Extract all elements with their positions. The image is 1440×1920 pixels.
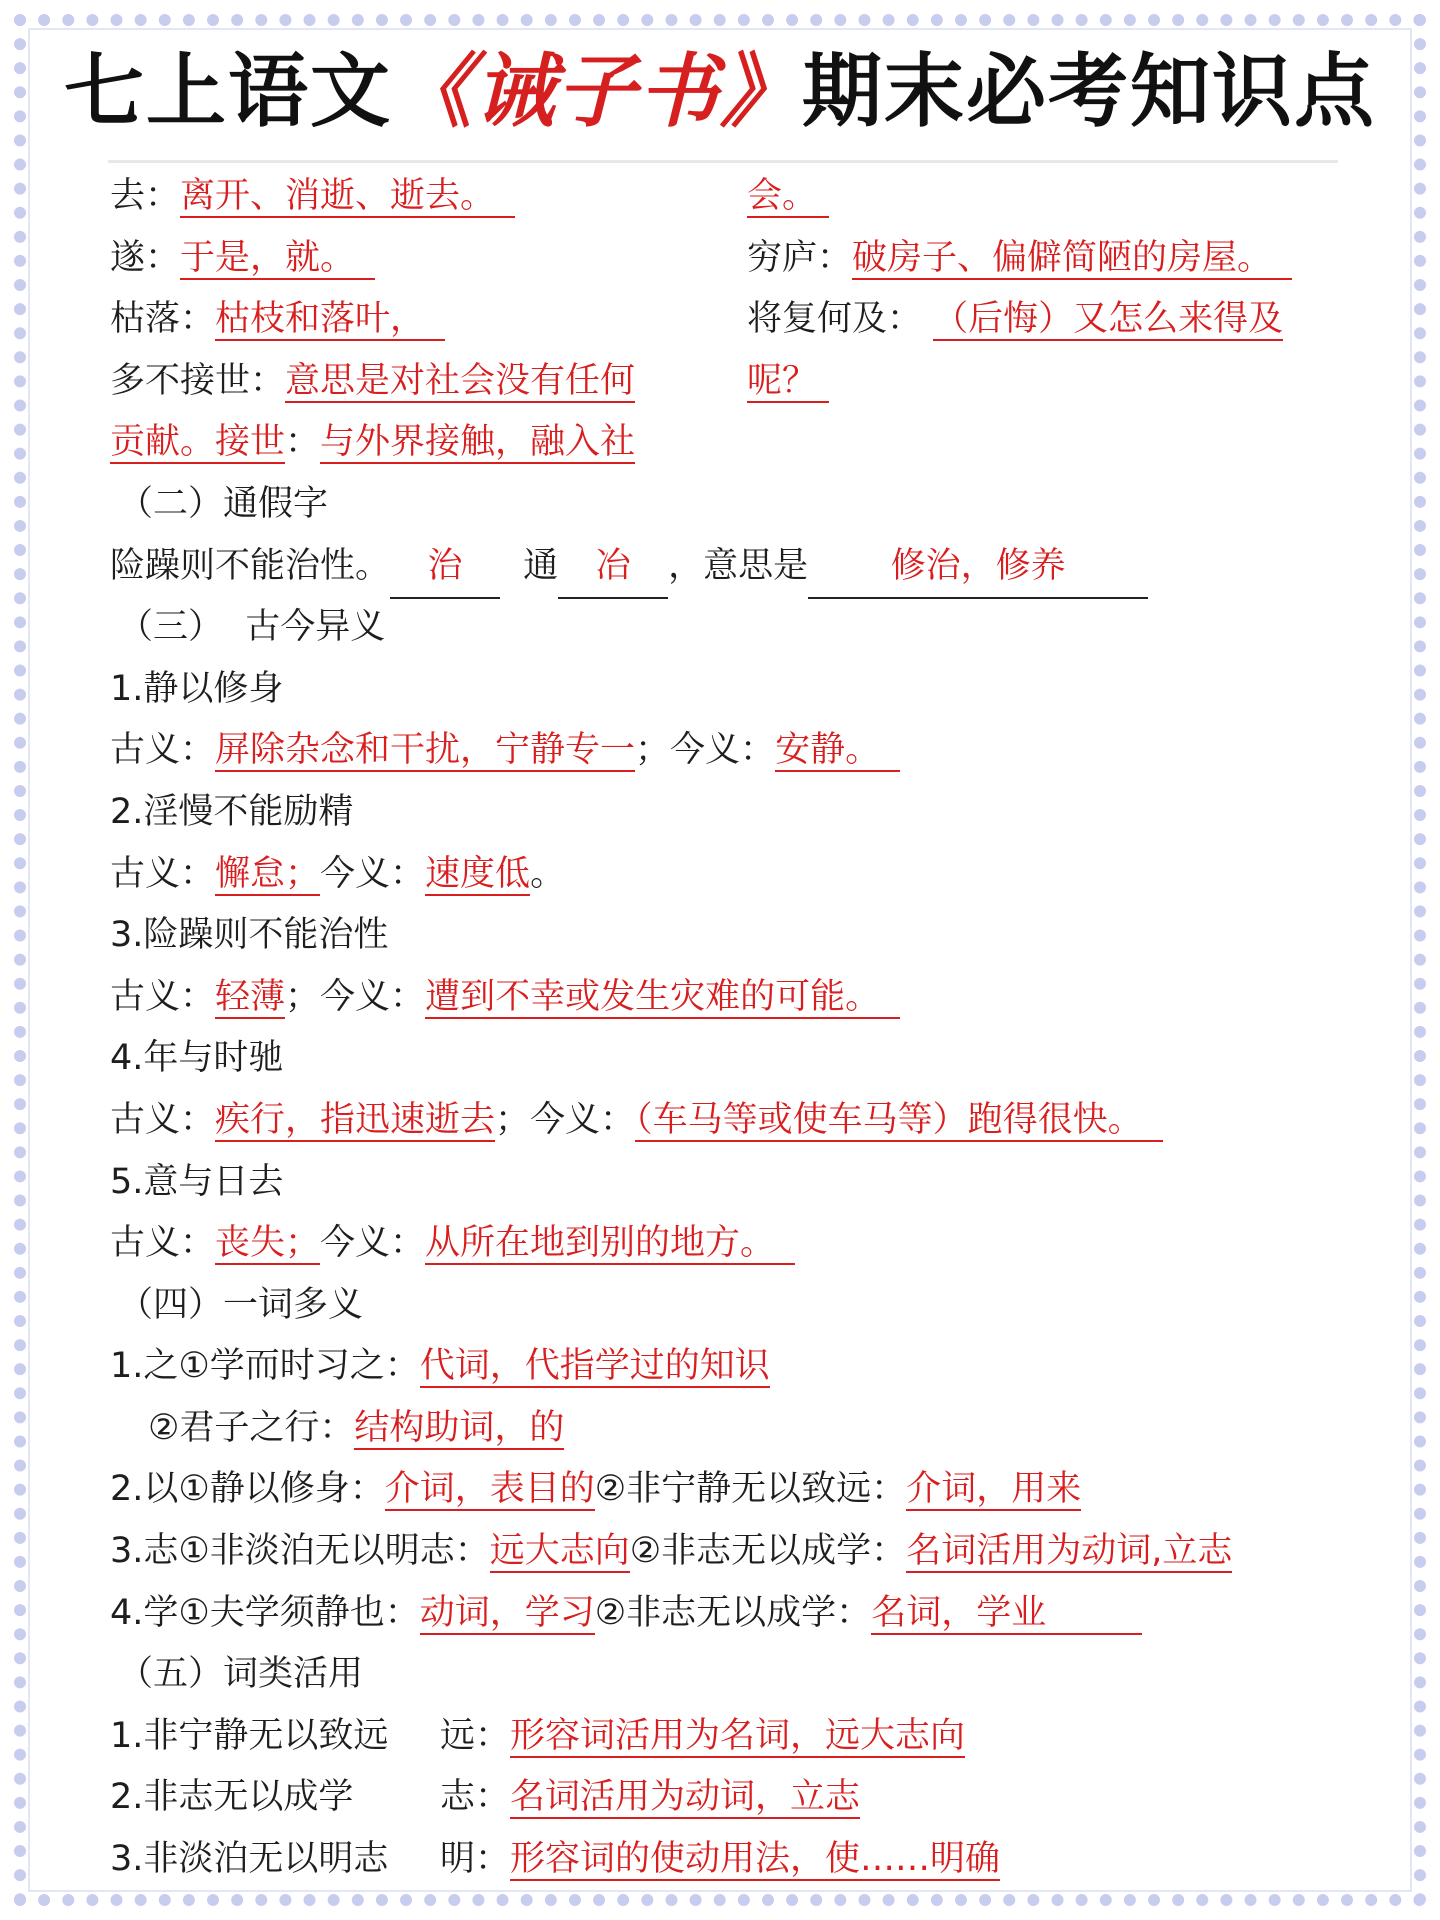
answer: 速度低 xyxy=(425,853,531,894)
gujin-title: 5.意与日去 xyxy=(110,1161,284,1202)
answer: （后悔）又怎么来得及 xyxy=(933,299,1284,340)
vocab-row-1: 去：离开、消逝、逝去。 会。 xyxy=(110,166,1350,228)
answer: 轻薄 xyxy=(215,976,286,1017)
huoyong-row: 2.非志无以成学 志：名词活用为动词，立志 xyxy=(110,1777,861,1818)
gujin-title: 2.淫慢不能励精 xyxy=(110,791,354,832)
duoyi-row: 1.之①学而时习之：代词，代指学过的知识 xyxy=(110,1346,770,1387)
notes-content xyxy=(110,166,1350,1891)
gujin-meaning: 古义：轻薄；今义：遭到不幸或发生灾难的可能。 xyxy=(110,967,1350,1029)
answer: 于是，就。 xyxy=(180,238,375,280)
duoyi-row: 3.志①非淡泊无以明志：远大志向②非志无以成学：名词活用为动词,立志 xyxy=(110,1531,1233,1572)
answer: 形容词的使动用法，使……明确 xyxy=(510,1839,1001,1880)
tongjia-row: 险躁则不能治性。 治 通 冶 ，意思是 修治，修养 xyxy=(110,536,1350,598)
answer: 介词，用来 xyxy=(906,1469,1082,1510)
answer: 屏除杂念和干扰，宁静专一 xyxy=(215,730,636,771)
answer: 遭到不幸或发生灾难的可能。 xyxy=(425,977,900,1019)
answer: 贡献。接世 xyxy=(110,422,286,463)
gujin-meaning: 古义：疾行，指迅速逝去；今义：（车马等或使车马等）跑得很快。 xyxy=(110,1090,1350,1152)
vocab-row-2: 遂：于是，就。 穷庐：破房子、偏僻简陋的房屋。 xyxy=(110,228,1350,290)
blank-answer: 治 xyxy=(390,536,500,600)
gujin-meaning: 古义：懈怠；今义：速度低。 xyxy=(110,853,566,894)
vocab-row-4: 多不接世：意思是对社会没有任何 呢？ xyxy=(110,351,1350,413)
answer: 代词，代指学过的知识 xyxy=(419,1346,770,1387)
title-divider xyxy=(108,160,1338,163)
gujin-title: 4.年与时驰 xyxy=(110,1038,284,1079)
blank-answer: 修治，修养 xyxy=(808,536,1148,600)
answer: 意思是对社会没有任何 xyxy=(285,360,636,401)
duoyi-row: 2.以①静以修身：介词，表目的②非宁静无以致远：介词，用来 xyxy=(110,1469,1082,1510)
huoyong-row: 3.非淡泊无以明志 明：形容词的使动用法，使……明确 xyxy=(110,1839,1001,1880)
vocab-row-3: 枯落：枯枝和落叶， 将复何及： （后悔）又怎么来得及 xyxy=(110,299,1284,340)
answer: 懈怠； xyxy=(215,853,321,894)
answer: 呢？ xyxy=(747,361,829,403)
answer: 形容词活用为名词，远大志向 xyxy=(510,1715,966,1756)
huoyong-row: 1.非宁静无以致远 远：形容词活用为名词，远大志向 xyxy=(110,1715,966,1756)
page-title: 七上语文《诫子书》期末必考知识点 xyxy=(64,45,1376,138)
section-heading-tongjia: （二）通假字 xyxy=(118,483,329,524)
section-heading-duoyi: （四）一词多义 xyxy=(118,1284,364,1325)
answer: 动词，学习 xyxy=(419,1592,595,1633)
gujin-meaning: 古义：屏除杂念和干扰，宁静专一；今义：安静。 xyxy=(110,720,1350,782)
answer: 枯枝和落叶， xyxy=(215,299,445,341)
answer: 疾行，指迅速逝去 xyxy=(215,1099,496,1140)
answer: 介词，表目的 xyxy=(384,1469,595,1510)
answer: 从所在地到别的地方。 xyxy=(425,1223,795,1265)
title-highlight: 《诫子书》 xyxy=(392,45,802,138)
gujin-meaning: 古义：丧失；今义：从所在地到别的地方。 xyxy=(110,1213,1350,1275)
answer: 安静。 xyxy=(775,730,900,772)
answer: （车马等或使车马等）跑得很快。 xyxy=(635,1100,1163,1142)
answer: 远大志向 xyxy=(489,1531,630,1572)
gujin-title: 1.静以修身 xyxy=(110,668,284,709)
answer: 丧失； xyxy=(215,1223,321,1264)
answer: 结构助词，的 xyxy=(354,1407,565,1448)
duoyi-row: 4.学①夫学须静也：动词，学习②非志无以成学：名词，学业 xyxy=(110,1583,1350,1645)
vocab-row-5: 贡献。接世：与外界接触，融入社 xyxy=(110,422,636,463)
answer: 破房子、偏僻简陋的房屋。 xyxy=(852,238,1292,280)
duoyi-row: ②君子之行：结构助词，的 xyxy=(148,1407,565,1448)
answer: 会。 xyxy=(747,176,829,218)
section-heading-gujin: （三） 古今异义 xyxy=(118,607,386,648)
answer: 名词活用为动词,立志 xyxy=(906,1531,1233,1572)
answer: 与外界接触，融入社 xyxy=(320,422,636,463)
gujin-title: 3.险躁则不能治性 xyxy=(110,915,389,956)
answer: 名词活用为动词，立志 xyxy=(510,1777,861,1818)
section-heading-huoyong: （五）词类活用 xyxy=(118,1654,364,1695)
blank-answer: 冶 xyxy=(558,536,668,600)
answer: 名词，学业 xyxy=(871,1593,1142,1635)
answer: 离开、消逝、逝去。 xyxy=(180,176,515,218)
